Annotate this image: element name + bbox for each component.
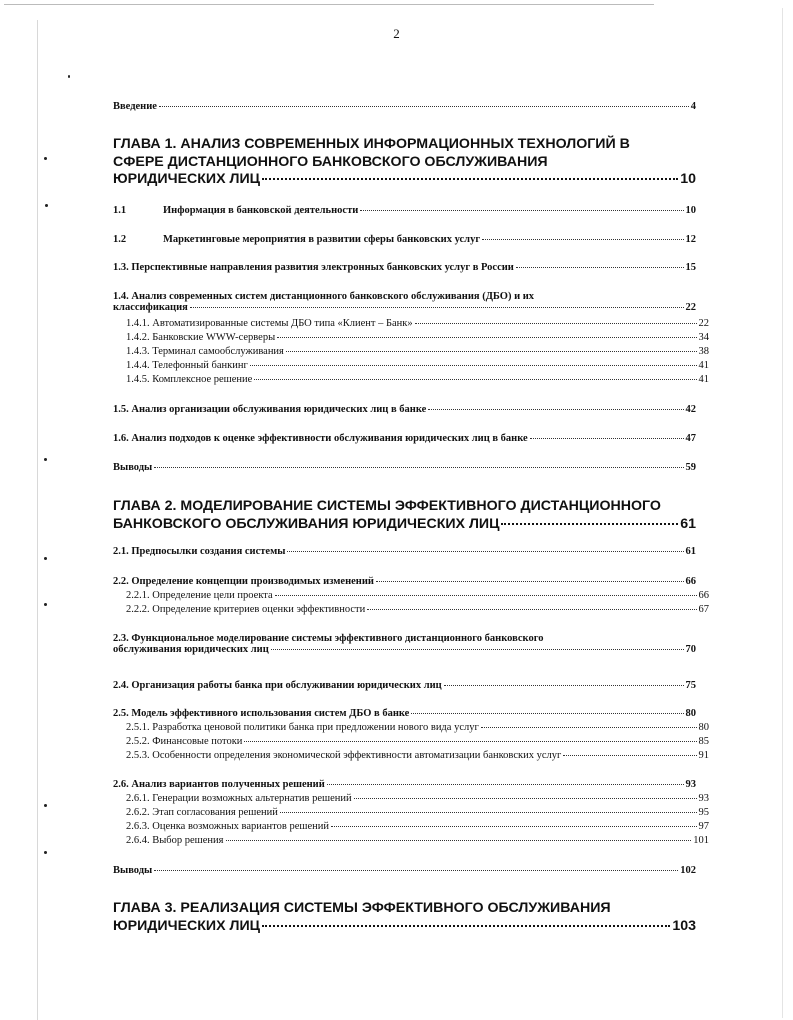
toc-title: Маркетинговые мероприятия в развитии сферы банковских услуг (163, 234, 481, 245)
dot-leader (411, 713, 683, 714)
toc-page: 15 (685, 262, 696, 273)
toc-page: 93 (685, 779, 696, 790)
dot-leader (244, 741, 696, 742)
toc-page: 10 (685, 205, 696, 216)
toc-title: 2.4. Организация работы банка при обслуживании юридических лиц (113, 680, 442, 691)
toc-entry-conclusions-2[interactable] (113, 865, 696, 876)
toc-title: 2.2.2. Определение критериев оценки эффективности (126, 604, 366, 615)
scan-edge-right (782, 8, 783, 1018)
toc-title: 2.2.1. Определение цели проекта (126, 590, 273, 601)
toc-entry-2-3[interactable] (113, 633, 696, 655)
toc-page: 80 (685, 708, 696, 719)
dot-leader (327, 784, 684, 785)
toc-page: 66 (698, 590, 709, 601)
toc-page: 34 (698, 332, 709, 343)
toc-page: 61 (680, 515, 696, 532)
toc-title: 2.6.3. Оценка возможных вариантов решений (126, 821, 329, 832)
dot-leader (287, 551, 683, 552)
toc-page: 80 (698, 722, 709, 733)
dot-leader (428, 409, 683, 410)
toc-title: Выводы (113, 462, 153, 473)
dot-leader (331, 826, 697, 827)
toc-page: 4 (690, 101, 696, 112)
toc-title: 2.6.2. Этап согласования решений (126, 807, 278, 818)
chapter-title-line: ЮРИДИЧЕСКИХ ЛИЦ (113, 171, 261, 187)
toc-title: 1.4.5. Комплексное решение (126, 374, 253, 385)
toc-title: 2.5.1. Разработка ценовой политики банка при предложении нового вида услуг (126, 722, 479, 733)
toc-entry-1-3[interactable] (113, 262, 696, 273)
toc-page: 103 (672, 917, 696, 934)
toc-entry-2-5[interactable] (113, 708, 696, 719)
dot-leader (415, 323, 697, 324)
toc-title: 2.5. Модель эффективного использования систем ДБО в банке (113, 708, 410, 719)
toc-number: 1.1 (113, 205, 127, 216)
toc-page: 41 (698, 360, 709, 371)
toc-entry-1-6[interactable] (113, 433, 696, 444)
toc-page: 91 (698, 750, 709, 761)
toc-entry-1-4-1[interactable] (113, 318, 709, 329)
toc-entry-2-6-1[interactable] (113, 793, 709, 804)
toc-entry-2-6-3[interactable] (113, 821, 709, 832)
toc-title: 1.4.1. Автоматизированные системы ДБО типа «Клиент – Банк» (126, 318, 413, 329)
dot-leader (226, 840, 692, 841)
toc-chapter-1[interactable] (113, 136, 696, 189)
dot-leader (254, 379, 696, 380)
dot-leader (159, 106, 689, 107)
chapter-title-line: ГЛАВА 3. РЕАЛИЗАЦИЯ СИСТЕМЫ ЭФФЕКТИВНОГО ОБСЛУЖИВАНИЯ (113, 900, 611, 916)
toc-entry-2-2[interactable] (113, 576, 696, 587)
toc-title: 2.1. Предпосылки создания системы (113, 546, 286, 557)
toc-page: 93 (698, 793, 709, 804)
toc-page: 97 (698, 821, 709, 832)
toc-title: Выводы (113, 865, 153, 876)
scan-speck (44, 851, 47, 854)
chapter-title-line: БАНКОВСКОГО ОБСЛУЖИВАНИЯ ЮРИДИЧЕСКИХ ЛИЦ (113, 515, 500, 532)
toc-title: 1.5. Анализ организации обслуживания юридических лиц в банке (113, 404, 427, 415)
toc-page: 10 (680, 171, 696, 187)
toc-page: 102 (680, 865, 696, 876)
toc-chapter-3[interactable] (113, 900, 696, 935)
dot-leader (376, 581, 684, 582)
toc-title: 2.2. Определение концепции производимых изменений (113, 576, 374, 587)
toc-title: 2.5.3. Особенности определения экономической эффективности автоматизации банковских услуг (126, 750, 562, 761)
toc-page: 101 (693, 835, 709, 846)
toc-title: 2.5.2. Финансовые потоки (126, 736, 243, 747)
dot-leader (563, 755, 696, 756)
toc-entry-1-4-5[interactable] (113, 374, 709, 385)
toc-title: Информация в банковской деятельности (163, 205, 359, 216)
dot-leader (482, 239, 683, 240)
scan-speck (44, 458, 47, 461)
dot-leader (354, 798, 697, 799)
dot-leader (262, 925, 670, 927)
scan-speck (44, 804, 47, 807)
dot-leader (530, 438, 684, 439)
chapter-title-line: ГЛАВА 2. МОДЕЛИРОВАНИЕ СИСТЕМЫ ЭФФЕКТИВНОГО ДИСТАНЦИОННОГО (113, 498, 661, 514)
scan-speck (44, 603, 47, 606)
toc-page: 42 (685, 404, 696, 415)
toc-number: 1.2 (113, 234, 127, 245)
toc-entry-2-2-2[interactable] (113, 604, 709, 615)
toc-entry-1-4-3[interactable] (113, 346, 709, 357)
dot-leader (481, 727, 697, 728)
dot-leader (501, 523, 678, 525)
toc-page: 47 (685, 433, 696, 444)
toc-page: 75 (685, 680, 696, 691)
dot-leader (516, 267, 684, 268)
page-number: 2 (393, 26, 400, 41)
chapter-title-line: ГЛАВА 1. АНАЛИЗ СОВРЕМЕННЫХ ИНФОРМАЦИОННЫХ ТЕХНОЛОГИЙ В (113, 136, 630, 152)
dot-leader (271, 649, 684, 650)
dot-leader (154, 467, 683, 468)
toc-chapter-2[interactable] (113, 498, 696, 533)
toc-title: 2.6. Анализ вариантов полученных решений (113, 779, 325, 790)
toc-entry-conclusions-1[interactable] (113, 462, 696, 473)
toc-title: Введение (113, 101, 157, 112)
toc-entry-intro[interactable] (113, 101, 696, 112)
dot-leader (360, 210, 683, 211)
scan-speck (44, 157, 47, 160)
toc-entry-1-4-2[interactable] (113, 332, 709, 343)
dot-leader (367, 609, 696, 610)
toc-page: 95 (698, 807, 709, 818)
toc-page: 12 (685, 234, 696, 245)
chapter-title-line: СФЕРЕ ДИСТАНЦИОННОГО БАНКОВСКОГО ОБСЛУЖИВАНИЯ (113, 153, 548, 170)
toc-page: 41 (698, 374, 709, 385)
chapter-title-line: ЮРИДИЧЕСКИХ ЛИЦ (113, 917, 261, 934)
scan-speck (44, 557, 47, 560)
toc-entry-1-4[interactable] (113, 291, 696, 313)
toc-page: 85 (698, 736, 709, 747)
toc-title-line: обслуживания юридических лиц (113, 644, 269, 655)
toc-entry-1-2[interactable] (113, 234, 696, 245)
toc-title: 1.4.2. Банковские WWW-серверы (126, 332, 276, 343)
dot-leader (280, 812, 697, 813)
toc-page: 66 (685, 576, 696, 587)
toc-entry-2-5-2[interactable] (113, 736, 709, 747)
toc-page: 61 (685, 546, 696, 557)
toc-title-line: 1.4. Анализ современных систем дистанционного банковского обслуживания (ДБО) и их (113, 291, 535, 302)
scan-speck (45, 204, 48, 207)
toc-title: 1.4.4. Телефонный банкинг (126, 360, 248, 371)
scan-edge-top (4, 4, 654, 5)
toc-title-line: 2.3. Функциональное моделирование системы эффективного дистанционного банковского (113, 633, 544, 644)
dot-leader (262, 178, 678, 180)
toc-entry-1-1[interactable] (113, 205, 696, 216)
dot-leader (154, 870, 678, 871)
toc-page: 22 (685, 302, 696, 313)
toc-title: 1.6. Анализ подходов к оценке эффективности обслуживания юридических лиц в банке (113, 433, 528, 444)
toc-page: 70 (685, 644, 696, 655)
dot-leader (444, 685, 684, 686)
dot-leader (286, 351, 697, 352)
toc-entry-2-6[interactable] (113, 779, 696, 790)
toc-title: 1.4.3. Терминал самообслуживания (126, 346, 284, 357)
toc-entry-2-4[interactable] (113, 680, 696, 691)
dot-leader (277, 337, 696, 338)
toc-title-line: классификация (113, 302, 188, 313)
toc-entry-1-4-4[interactable] (113, 360, 709, 371)
toc-page: 59 (685, 462, 696, 473)
toc-page: 22 (698, 318, 709, 329)
toc-entry-2-5-1[interactable] (113, 722, 709, 733)
toc-entry-2-6-4[interactable] (113, 835, 709, 846)
toc-entry-2-5-3[interactable] (113, 750, 709, 761)
toc-title: 2.6.1. Генерации возможных альтернатив решений (126, 793, 352, 804)
scan-speck (68, 75, 70, 78)
toc-entry-2-2-1[interactable] (113, 590, 709, 601)
dot-leader (190, 307, 684, 308)
toc-title: 2.6.4. Выбор решения (126, 835, 224, 846)
scan-edge-left (37, 20, 38, 1020)
toc-entry-2-1[interactable] (113, 546, 696, 557)
dot-leader (250, 365, 697, 366)
toc-page: 67 (698, 604, 709, 615)
toc-page: 38 (698, 346, 709, 357)
toc-entry-2-6-2[interactable] (113, 807, 709, 818)
toc-entry-1-5[interactable] (113, 404, 696, 415)
toc-title: 1.3. Перспективные направления развития электронных банковских услуг в России (113, 262, 514, 273)
dot-leader (275, 595, 697, 596)
